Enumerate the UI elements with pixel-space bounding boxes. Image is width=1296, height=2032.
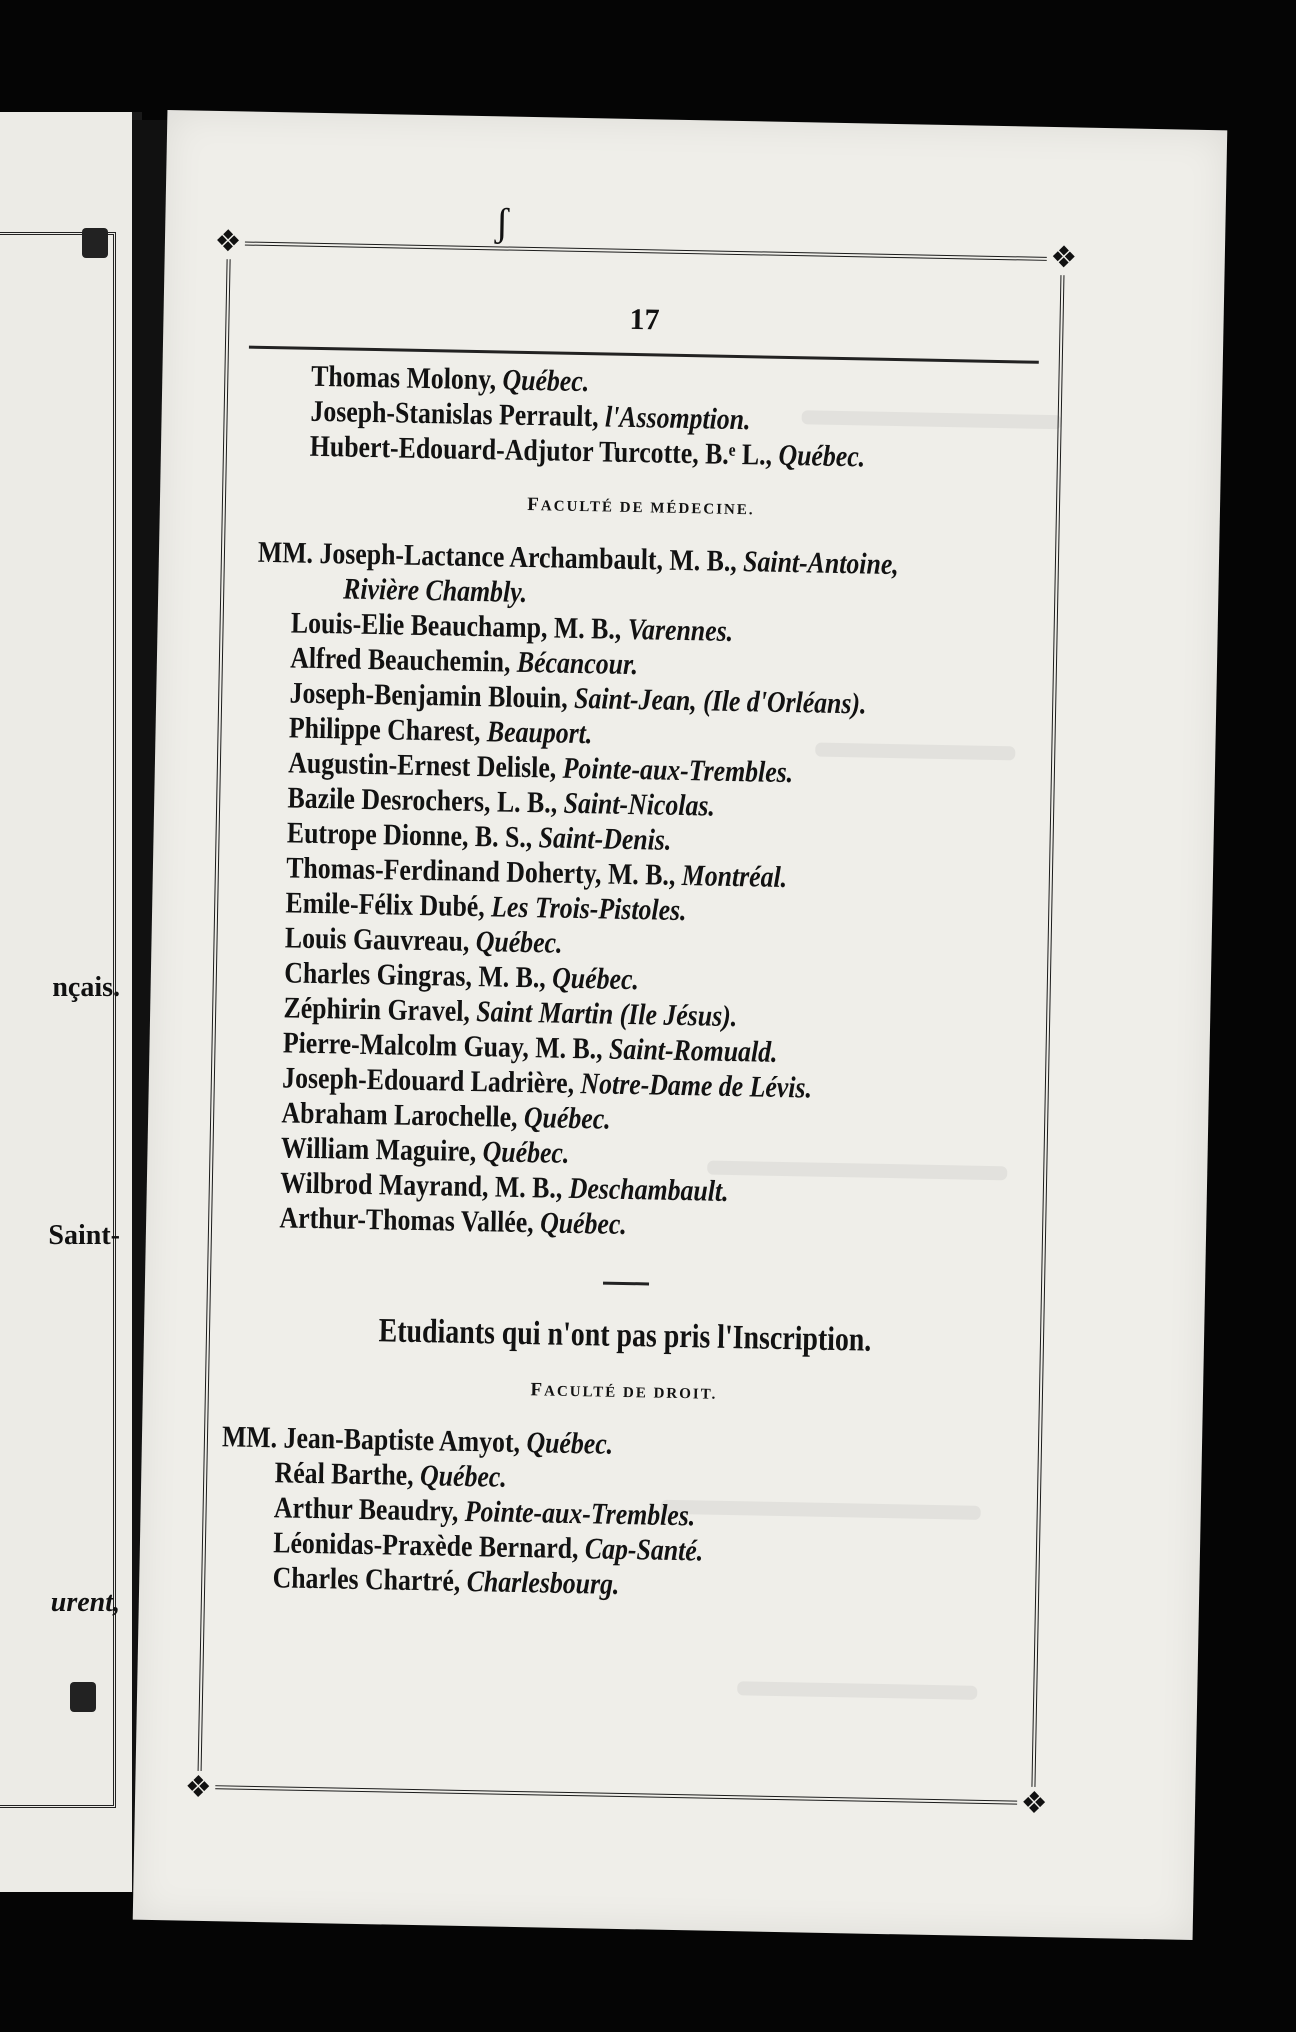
list-item: Joseph-Stanislas Perrault, l'Assomption. [310,394,751,437]
page-number: 17 [629,302,660,337]
corner-ornament-icon: ❖ [1017,1787,1052,1822]
list-item: Joseph-Benjamin Blouin, Saint-Jean, (Ile d'Orléans). [289,676,867,721]
adjacent-fragment: Saint- [48,1220,120,1251]
adjacent-page-edge [0,112,142,1892]
list-item: Charles Gingras, M. B., Québec. [283,956,640,997]
list-item: Zéphirin Gravel, Saint Martin (Ile Jésus). [283,991,738,1034]
list-item: Eutrope Dionne, B. S., Saint-Denis. [286,816,672,857]
page-border-frame [184,224,1078,1821]
adjacent-page-frame [0,232,116,1808]
list-item: Abraham Larochelle, Québec. [281,1096,611,1136]
list-item: Alfred Beauchemin, Bécancour. [289,641,639,682]
list-item: Réal Barthe, Québec. [274,1456,508,1494]
list-item: MM. Jean-Baptiste Amyot, Québec. [221,1420,614,1461]
adjacent-corner-ornament-bottom [70,1682,96,1712]
list-item: Bazile Desrochers, L. B., Saint-Nicolas. [287,781,716,823]
list-item: Arthur Beaudry, Pointe-aux-Trembles. [273,1491,696,1533]
list-item: Louis Gauvreau, Québec. [284,921,563,960]
list-item: Joseph-Edouard Ladrière, Notre-Dame de Lévis. [281,1061,813,1105]
page-content [219,357,1045,1609]
list-item: Thomas-Ferdinand Doherty, M. B., Montréal. [285,851,788,895]
list-item: Augustin-Ernest Delisle, Pointe-aux-Trembles. [287,746,794,790]
corner-ornament-icon: ❖ [181,1771,216,1806]
list-item: Pierre-Malcolm Guay, M. B., Saint-Romuald. [282,1026,778,1069]
ink-mark: ʃ [494,199,510,245]
list-item: Wilbrod Mayrand, M. B., Deschambault. [279,1166,729,1208]
section-heading-law: FACULTÉ DE DROIT. [530,1379,718,1403]
corner-ornament-icon: ❖ [1046,241,1081,276]
corner-ornament-icon: ❖ [211,225,246,260]
list-item: Arthur-Thomas Vallée, Québec. [279,1201,628,1242]
uninscribed-students-heading: Etudiants qui n'ont pas pris l'Inscription. [378,1312,872,1359]
list-item: Emile-Félix Dubé, Les Trois-Pistoles. [285,886,687,928]
list-item: Charles Chartré, Charlesbourg. [272,1561,620,1601]
adjacent-fragment: urent, [50,1587,120,1618]
list-item: Thomas Molony, Québec. [310,359,590,399]
adjacent-corner-ornament-top [82,228,108,258]
list-item-continuation: Rivière Chambly. [342,572,528,609]
section-heading-medicine: FACULTÉ DE MÉDECINE. [527,493,755,519]
section-divider [603,1282,649,1286]
list-item: William Maguire, Québec. [280,1131,570,1170]
list-item: Louis-Elie Beauchamp, M. B., Varennes. [290,606,734,648]
book-page [133,110,1228,1940]
list-item: Léonidas-Praxède Bernard, Cap-Santé. [272,1526,704,1568]
adjacent-fragment: nçais. [52,972,120,1003]
list-item: MM. Joseph-Lactance Archambault, M. B., Saint-Antoine, [257,535,900,582]
list-item: Philippe Charest, Beauport. [288,711,593,751]
list-item: Hubert-Edouard-Adjutor Turcotte, B.ͤ L., Québec. [309,429,866,474]
